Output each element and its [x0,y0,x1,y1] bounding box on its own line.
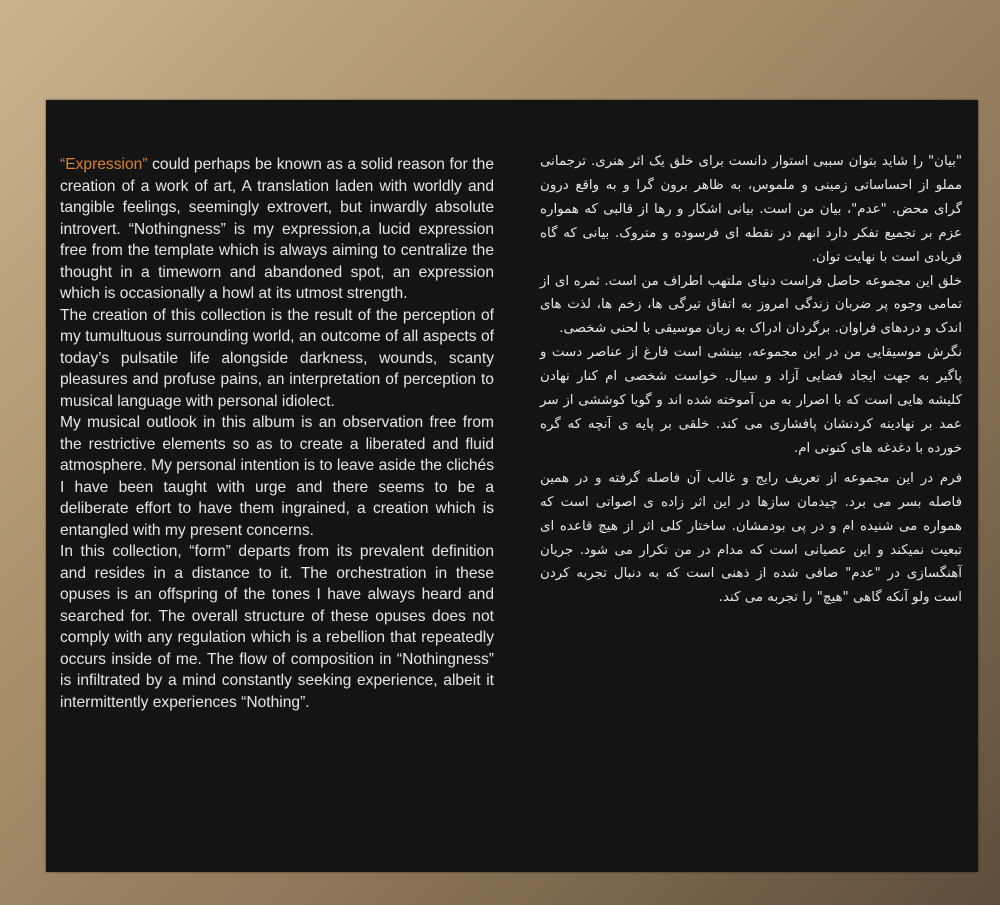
persian-column [540,150,962,610]
english-paragraph-1 [60,154,494,305]
persian-paragraph-1: "بیان" را شاید بتوان سببی استوار دانست برای خلق یک اثر هنری. ترجمانی مملو از احساساتی زمینی و ملموس، به ظاهر برون گرا و به واقع درون گرای محض. "عدم"، بیان من است. بیانی اشکار و رها از قالبی که همواره عزم بر تجمیع تفکر دارد انهم در نقطه ای فرسوده و متروک. بیانی که گاه فریادی است با نهایت توان. [540,154,962,265]
english-paragraph-2: The creation of this collection is the result of the perception of my tumultuous surrounding world, an outcome of all aspects of today’s pulsatile life alongside darkness, wounds, scanty pleasures and profuse pains, an interpretation of perception to musical language with personal idiolect. [60,306,494,410]
english-paragraph-4: In this collection, “form” departs from its prevalent definition and resides in a distance to it. The orchestration in these opuses is an offspring of the tones I have always heard and searched for. The overall structure of these opuses does not comply with any regulation which is a rebellion that repeatedly occurs inside of me. The flow of composition in “Nothingness” is infiltrated by a mind constantly seeking experience, albeit it intermittently experiences “Nothing”. [60,543,494,711]
persian-paragraph-4: فرم در این مجموعه از تعریف رایج و غالب آن فاصله گرفته و در همین فاصله بسر می برد. چیدمان سازها در این اثر زاده ی اصواتی است که همواره می شنیده ام و در پی بودمشان. ساختار کلی اثر از هیچ قاعده ای تبعیت نمیکند و این عصیانی است که مدام در من تکرار می شود. جریان آهنگسازی در "عدم" صافی شده از ذهنی است که به دنبال تجربه کردن است ولو آنکه گاهی "هیچ" را تجربه می کند. [540,470,962,606]
english-column [60,154,494,713]
expression-keyword: “Expression” [60,156,148,173]
persian-paragraph-2: خلق این مجموعه حاصل فراست دنیای ملتهب اطراف من است. ثمره ای از تمامی وجوه پر ضربان زندگی امروز به اتفاق تیرگی ها، زخم ها، لذت های اندک و دردهای فراوان. برگردان ادراک به زبان موسیقی با لحنی شخصی. [540,273,962,337]
text-panel [46,100,978,872]
english-paragraph-1-text: could perhaps be known as a solid reason for the creation of a work of art, A translation laden with worldly and tangible feelings, seemingly extrovert, but inwardly absolute introvert. “Nothingness” is my expression,a lucid expression free from the template which is always aiming to centralize the thought in a timeworn and abandoned spot, an expression which is occasionally a howl at its utmost strength. [60,156,494,302]
english-paragraph-3: My musical outlook in this album is an observation free from the restrictive elements so as to create a liberated and fluid atmosphere. My personal intention is to leave aside the clichés I have been taught with urge and there seems to be a deliberate effort to have them ingrained, a creation which is entangled with my present concerns. [60,414,494,539]
persian-paragraph-3: نگرش موسیقایی من در این مجموعه، بینشی است فارغ از عناصر دست و پاگیر به جهت ایجاد فضایی آزاد و سیال. خواست شخصی ام کنار نهادن کلیشه هایی است که با اصرار به من آموخته شده اند و گویا کوششی از سر عمد بر نهادینه کردنشان پافشاری می کند. خلقی بر پایه ی آنچه که گره خورده با دغدغه های کنونی ام. [540,345,962,456]
